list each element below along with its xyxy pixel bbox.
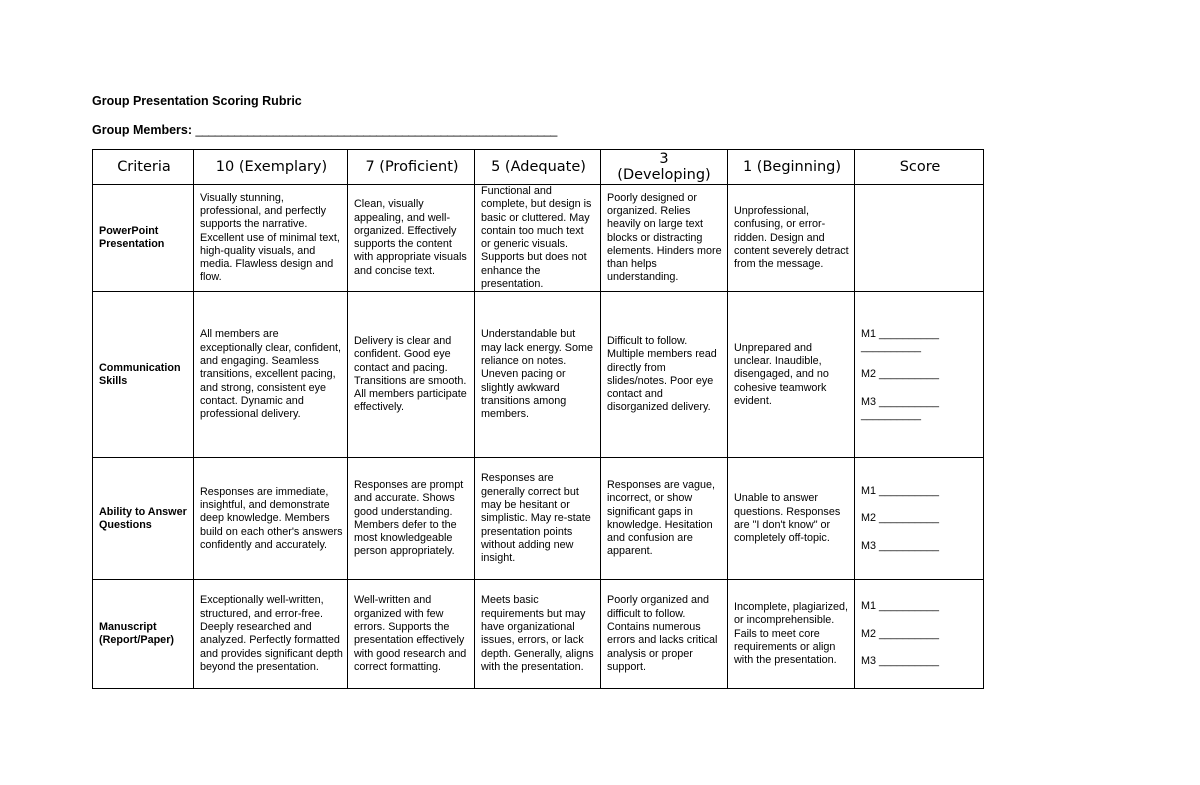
table-row: [93, 185, 984, 292]
header-beginning: 1 (Beginning): [728, 150, 855, 185]
score-line-m3[interactable]: M3 __________: [861, 655, 940, 668]
proficient-cell: Clean, visually appealing, and well-organized. Effectively supports the content with appropriate visuals and concise text.: [348, 185, 475, 292]
group-members-field: [92, 123, 557, 137]
score-line-m1[interactable]: M1 __________: [861, 484, 940, 497]
header-row: [93, 150, 984, 185]
score-line-m3[interactable]: M3 __________ __________: [861, 395, 940, 421]
score-cell[interactable]: [855, 580, 984, 689]
table-row: [93, 580, 984, 689]
score-line-m2[interactable]: M2 __________: [861, 368, 940, 381]
beginning-cell: Unprepared and unclear. Inaudible, disengaged, and no cohesive teamwork evident.: [728, 292, 855, 458]
table-row: [93, 292, 984, 458]
beginning-cell: Unprofessional, confusing, or error-ridden. Design and content severely detract from the message.: [728, 185, 855, 292]
adequate-cell: Responses are generally correct but may be hesitant or simplistic. May re-state presentation points without adding new insight.: [475, 458, 601, 580]
header-score: Score: [855, 150, 984, 185]
score-line-m2[interactable]: M2 __________: [861, 627, 940, 640]
header-proficient: 7 (Proficient): [348, 150, 475, 185]
developing-cell: Poorly designed or organized. Relies heavily on large text blocks or distracting elements. Hinders more than helps understanding.: [601, 185, 728, 292]
header-developing: 3 (Developing): [601, 150, 728, 185]
header-exemplary: 10 (Exemplary): [194, 150, 348, 185]
document-title: Group Presentation Scoring Rubric: [92, 94, 302, 108]
proficient-cell: Delivery is clear and confident. Good eye contact and pacing. Transitions are smooth. All members participate effectively.: [348, 292, 475, 458]
score-line-m3[interactable]: M3 __________: [861, 539, 940, 552]
header-adequate: 5 (Adequate): [475, 150, 601, 185]
developing-cell: Responses are vague, incorrect, or show significant gaps in knowledge. Hesitation and confusion are apparent.: [601, 458, 728, 580]
exemplary-cell: All members are exceptionally clear, confident, and engaging. Seamless transitions, excellent pacing, and strong, consistent eye contact. Dynamic and professional delivery.: [194, 292, 348, 458]
score-cell[interactable]: [855, 185, 984, 292]
developing-cell: Poorly organized and difficult to follow. Contains numerous errors and lacks critical analysis or proper support.: [601, 580, 728, 689]
exemplary-cell: Responses are immediate, insightful, and demonstrate deep knowledge. Members build on each other's answers confidently and accurately.: [194, 458, 348, 580]
proficient-cell: Well-written and organized with few errors. Supports the presentation effectively with good research and correct formatting.: [348, 580, 475, 689]
adequate-cell: Functional and complete, but design is basic or cluttered. May contain too much text or generic visuals. Supports but does not enhance the presentation.: [475, 185, 601, 292]
criteria-cell: Ability to Answer Questions: [93, 458, 194, 580]
group-members-label: Group Members:: [92, 123, 193, 137]
adequate-cell: Meets basic requirements but may have organizational issues, errors, or lack depth. Generally, aligns with the presentation.: [475, 580, 601, 689]
score-line-m1[interactable]: M1 __________ __________: [861, 327, 940, 353]
criteria-cell: PowerPoint Presentation: [93, 185, 194, 292]
beginning-cell: Incomplete, plagiarized, or incomprehensible. Fails to meet core requirements or align with the presentation.: [728, 580, 855, 689]
group-members-line: ________________________________________________________: [195, 123, 557, 137]
header-criteria: Criteria: [93, 150, 194, 185]
beginning-cell: Unable to answer questions. Responses are "I don't know" or completely off-topic.: [728, 458, 855, 580]
exemplary-cell: Exceptionally well-written, structured, and error-free. Deeply researched and analyzed. Perfectly formatted and provides significant depth beyond the presentation.: [194, 580, 348, 689]
exemplary-cell: Visually stunning, professional, and perfectly supports the narrative. Excellent use of minimal text, high-quality visuals, and media. Flawless design and flow.: [194, 185, 348, 292]
rubric-table: [92, 149, 984, 689]
criteria-cell: Manuscript (Report/Paper): [93, 580, 194, 689]
developing-cell: Difficult to follow. Multiple members read directly from slides/notes. Poor eye contact and disorganized delivery.: [601, 292, 728, 458]
table-row: [93, 458, 984, 580]
score-line-m1[interactable]: M1 __________: [861, 600, 940, 613]
score-cell[interactable]: [855, 458, 984, 580]
proficient-cell: Responses are prompt and accurate. Shows good understanding. Members defer to the most knowledgeable person appropriately.: [348, 458, 475, 580]
score-cell[interactable]: [855, 292, 984, 458]
criteria-cell: Communication Skills: [93, 292, 194, 458]
adequate-cell: Understandable but may lack energy. Some reliance on notes. Uneven pacing or slightly awkward transitions among members.: [475, 292, 601, 458]
score-line-m2[interactable]: M2 __________: [861, 512, 940, 525]
